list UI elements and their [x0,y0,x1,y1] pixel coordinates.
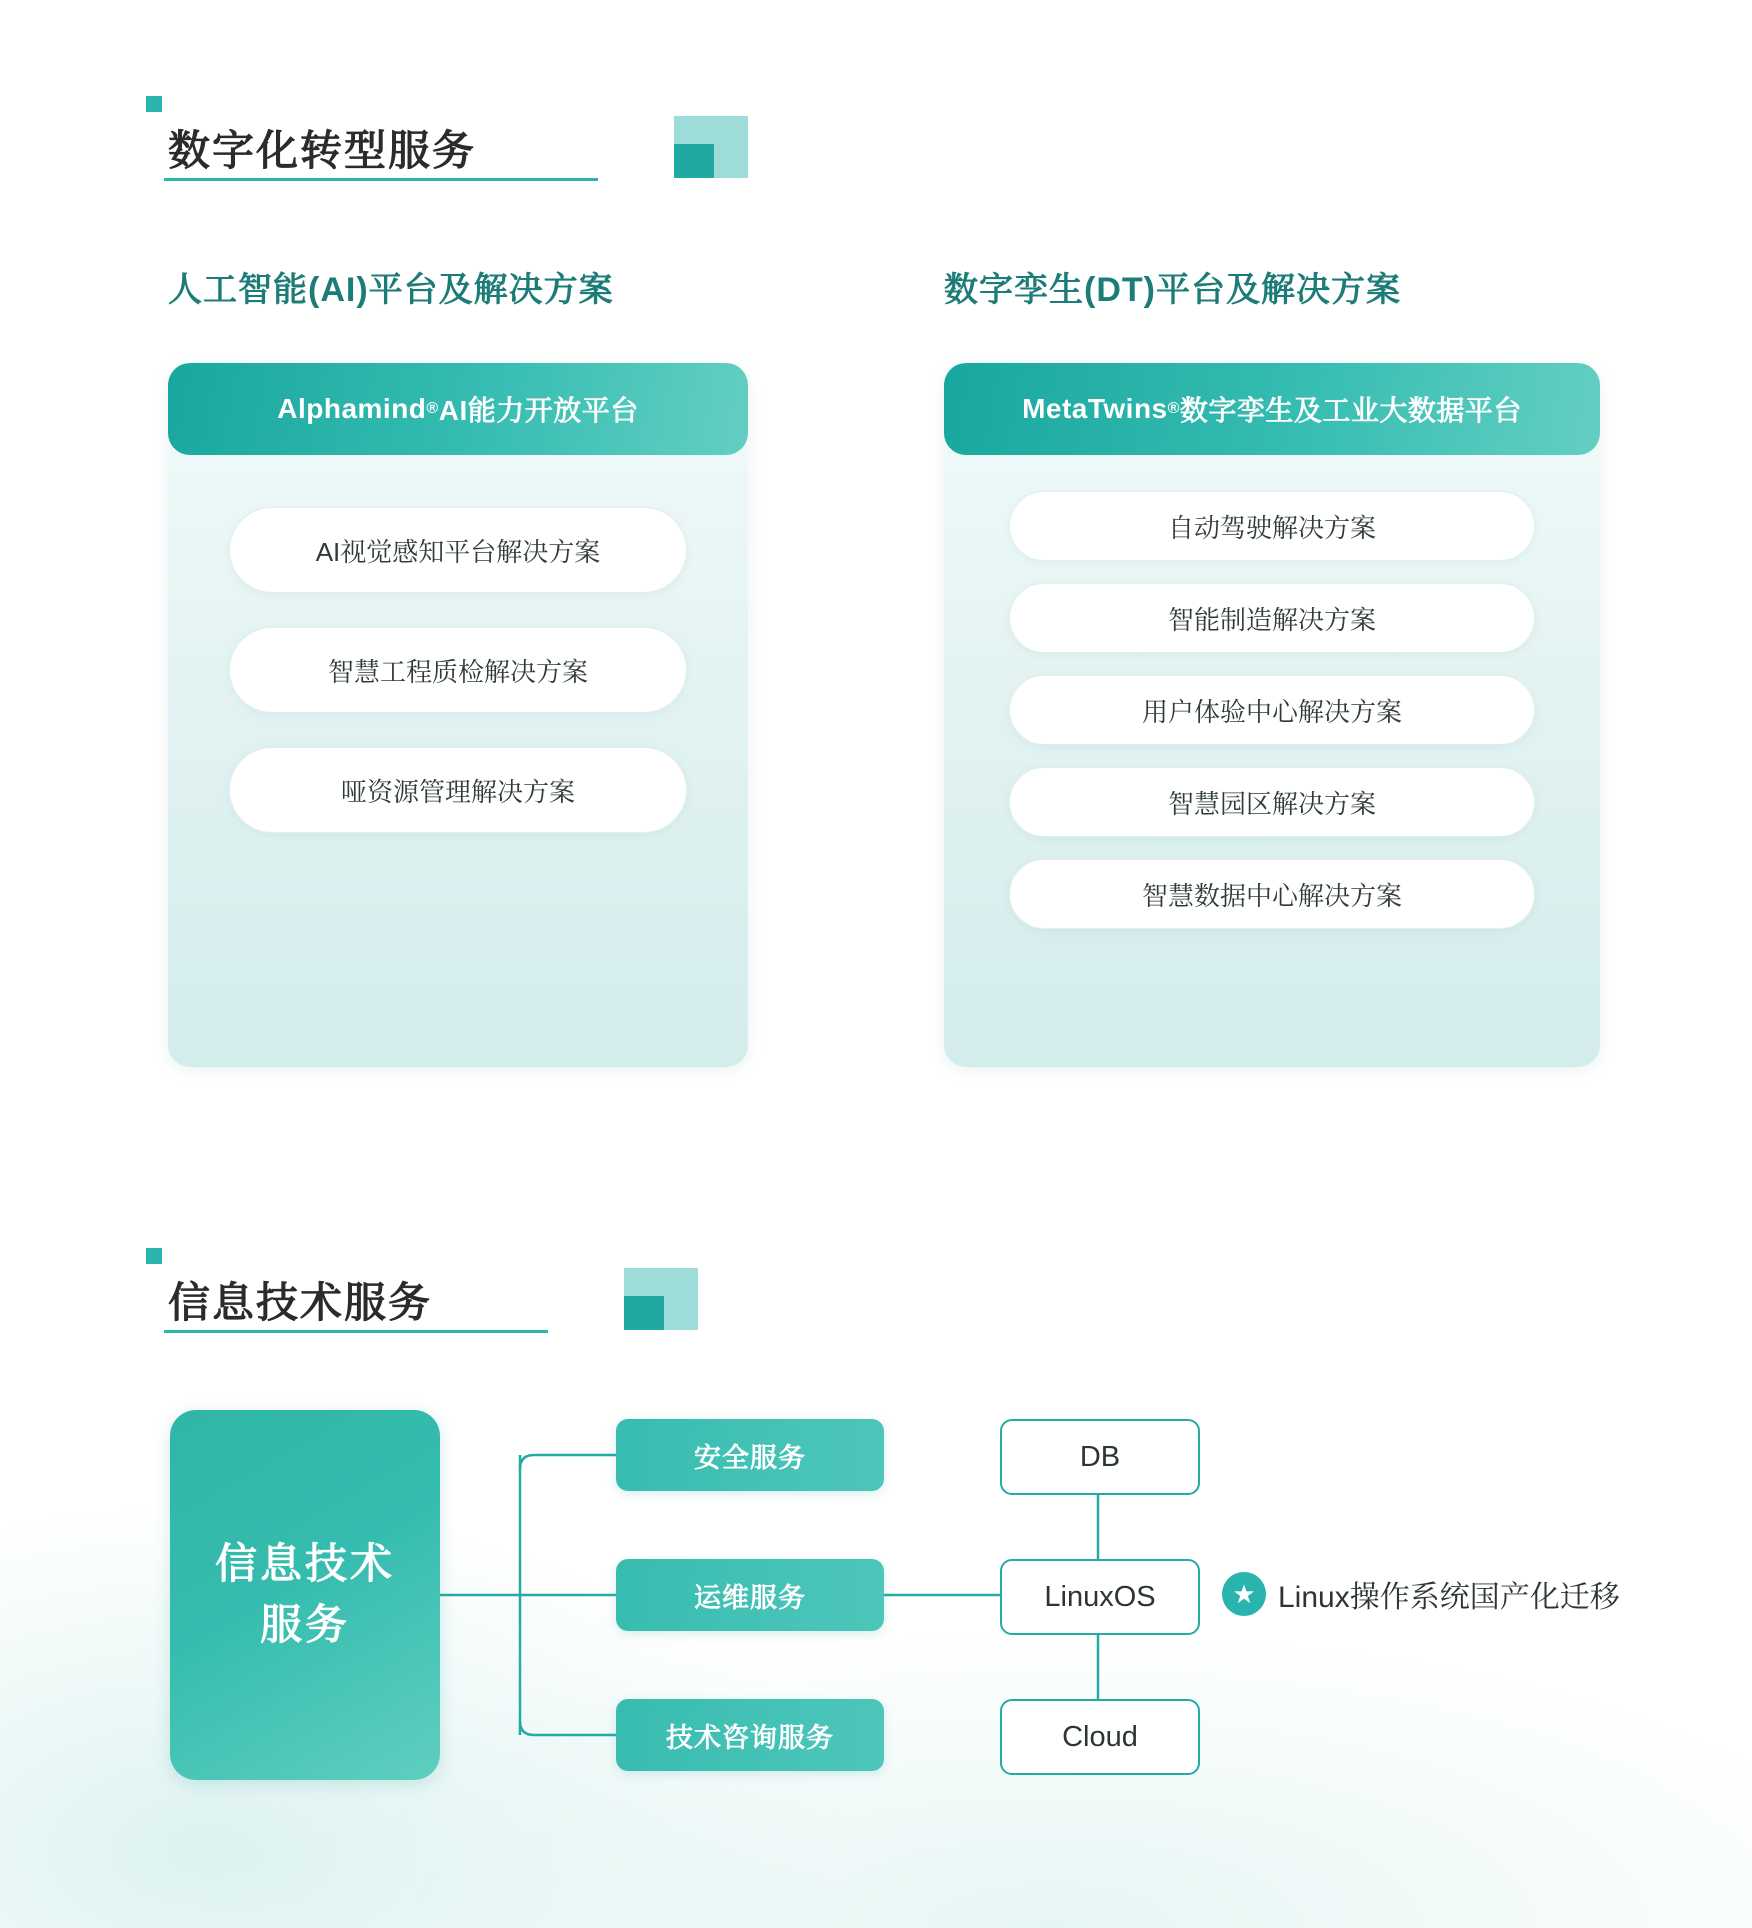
solution-pill[interactable]: 智慧园区解决方案 [1009,767,1535,837]
service-node-operations[interactable]: 运维服务 [616,1559,884,1631]
platform-suffix-ai: AI能力开放平台 [438,395,639,426]
tech-node-db[interactable]: DB [1000,1419,1200,1495]
heading-square-dark [674,144,714,178]
linux-migration-note-text: Linux操作系统国产化迁移 [1278,1581,1620,1614]
heading-tick-marker [146,1248,162,1264]
linux-migration-note [1222,1572,1620,1616]
it-main-label-line2: 服务 [259,1601,350,1648]
platform-card-ai-header [168,363,748,455]
platform-suffix-dt: 数字孪生及工业大数据平台 [1179,395,1522,426]
solution-list-dt [944,455,1600,951]
star-icon: ★ [1222,1572,1266,1616]
tech-node-linuxos[interactable]: LinuxOS [1000,1559,1200,1635]
tech-node-cloud[interactable]: Cloud [1000,1699,1200,1775]
it-main-label-line1: 信息技术 [214,1540,395,1588]
platform-name-dt: MetaTwins [1022,393,1168,424]
heading-tick-marker [146,96,162,112]
service-node-consulting[interactable]: 技术咨询服务 [616,1699,884,1771]
registered-mark-dt: ® [1167,400,1180,417]
section-title: 信息技术服务 [168,1279,433,1326]
solution-pill[interactable]: AI视觉感知平台解决方案 [229,507,687,593]
registered-mark-ai: ® [426,400,439,417]
section-heading-digital-transformation [146,96,616,180]
solution-pill[interactable]: 哑资源管理解决方案 [229,747,687,833]
solution-pill[interactable]: 智慧数据中心解决方案 [1009,859,1535,929]
it-main-node [170,1410,440,1780]
platform-card-ai [168,363,748,1067]
platform-name-ai: Alphamind [277,393,427,424]
subtitle-ai-platform: 人工智能(AI)平台及解决方案 [168,271,614,309]
solution-pill[interactable]: 自动驾驶解决方案 [1009,491,1535,561]
subtitle-dt-platform: 数字孪生(DT)平台及解决方案 [944,271,1401,309]
section-title: 数字化转型服务 [168,127,477,174]
solution-pill[interactable]: 用户体验中心解决方案 [1009,675,1535,745]
solution-pill[interactable]: 智慧工程质检解决方案 [229,627,687,713]
heading-square-dark [624,1296,664,1330]
section-heading-information-technology [146,1248,576,1332]
it-services-diagram [0,1380,1752,1860]
service-node-security[interactable]: 安全服务 [616,1419,884,1491]
solution-list-ai [168,455,748,867]
platform-card-dt [944,363,1600,1067]
solution-pill[interactable]: 智能制造解决方案 [1009,583,1535,653]
platform-card-dt-header [944,363,1600,455]
